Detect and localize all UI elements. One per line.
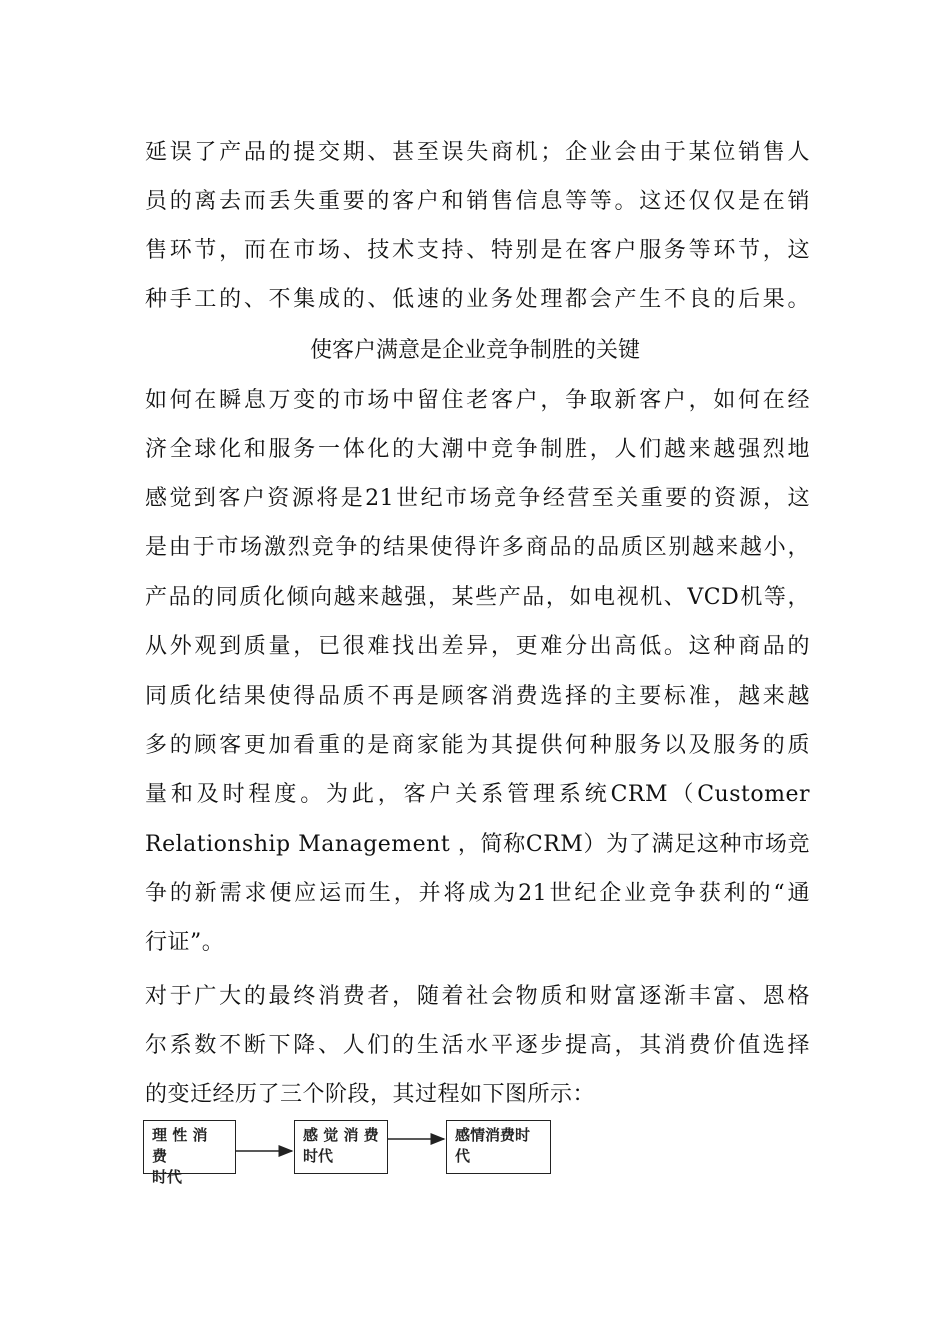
text-line: 对于广大的最终消费者，随着社会物质和财富逐渐丰富、恩格 [145,984,810,1009]
text-line: 量和及时程度。为此，客户关系管理系统CRM（Customer [145,782,810,807]
text-line: 争的新需求便应运而生，并将成为21世纪企业竞争获利的“通 [145,881,810,906]
section-heading: 使客户满意是企业竞争制胜的关键 [309,338,640,363]
text-line: 售环节，而在市场、技术支持、特别是在客户服务等环节，这 [145,238,810,263]
text-line: 行证”。 [145,930,225,955]
text-line: 产品的同质化倾向越来越强，某些产品，如电视机、VCD机等， [145,585,810,610]
text-line: 多的顾客更加看重的是商家能为其提供何种服务以及服务的质 [145,733,810,758]
text-line: 感觉到客户资源将是21世纪市场竞争经营至关重要的资源，这 [145,486,810,511]
stage-box-sensory: 感 觉 消 费 时代 [294,1120,388,1174]
text-line: Relationship Management ，简称CRM）为了满足这种市场竞 [145,832,810,857]
stage-box-rational: 理 性 消 费 时代 [143,1120,236,1174]
stage-box-emotional: 感情消费时 代 [446,1120,551,1174]
text-line: 同质化结果使得品质不再是顾客消费选择的主要标准，越来越 [145,684,810,709]
text-line: 尔系数不断下降、人们的生活水平逐步提高，其消费价值选择 [145,1033,810,1058]
text-line: 济全球化和服务一体化的大潮中竞争制胜，人们越来越强烈地 [145,437,810,462]
text-line: 是由于市场激烈竞争的结果使得许多商品的品质区别越来越小， [145,535,810,560]
text-line: 种手工的、不集成的、低速的业务处理都会产生不良的后果。 [145,287,810,312]
text-line: 从外观到质量，已很难找出差异，更难分出高低。这种商品的 [145,634,810,659]
text-line: 如何在瞬息万变的市场中留住老客户，争取新客户，如何在经 [145,388,810,413]
text-line: 延误了产品的提交期、甚至误失商机；企业会由于某位销售人 [145,140,810,165]
text-line: 的变迁经历了三个阶段，其过程如下图所示： [145,1082,596,1107]
text-line: 员的离去而丢失重要的客户和销售信息等等。这还仅仅是在销 [145,189,810,214]
